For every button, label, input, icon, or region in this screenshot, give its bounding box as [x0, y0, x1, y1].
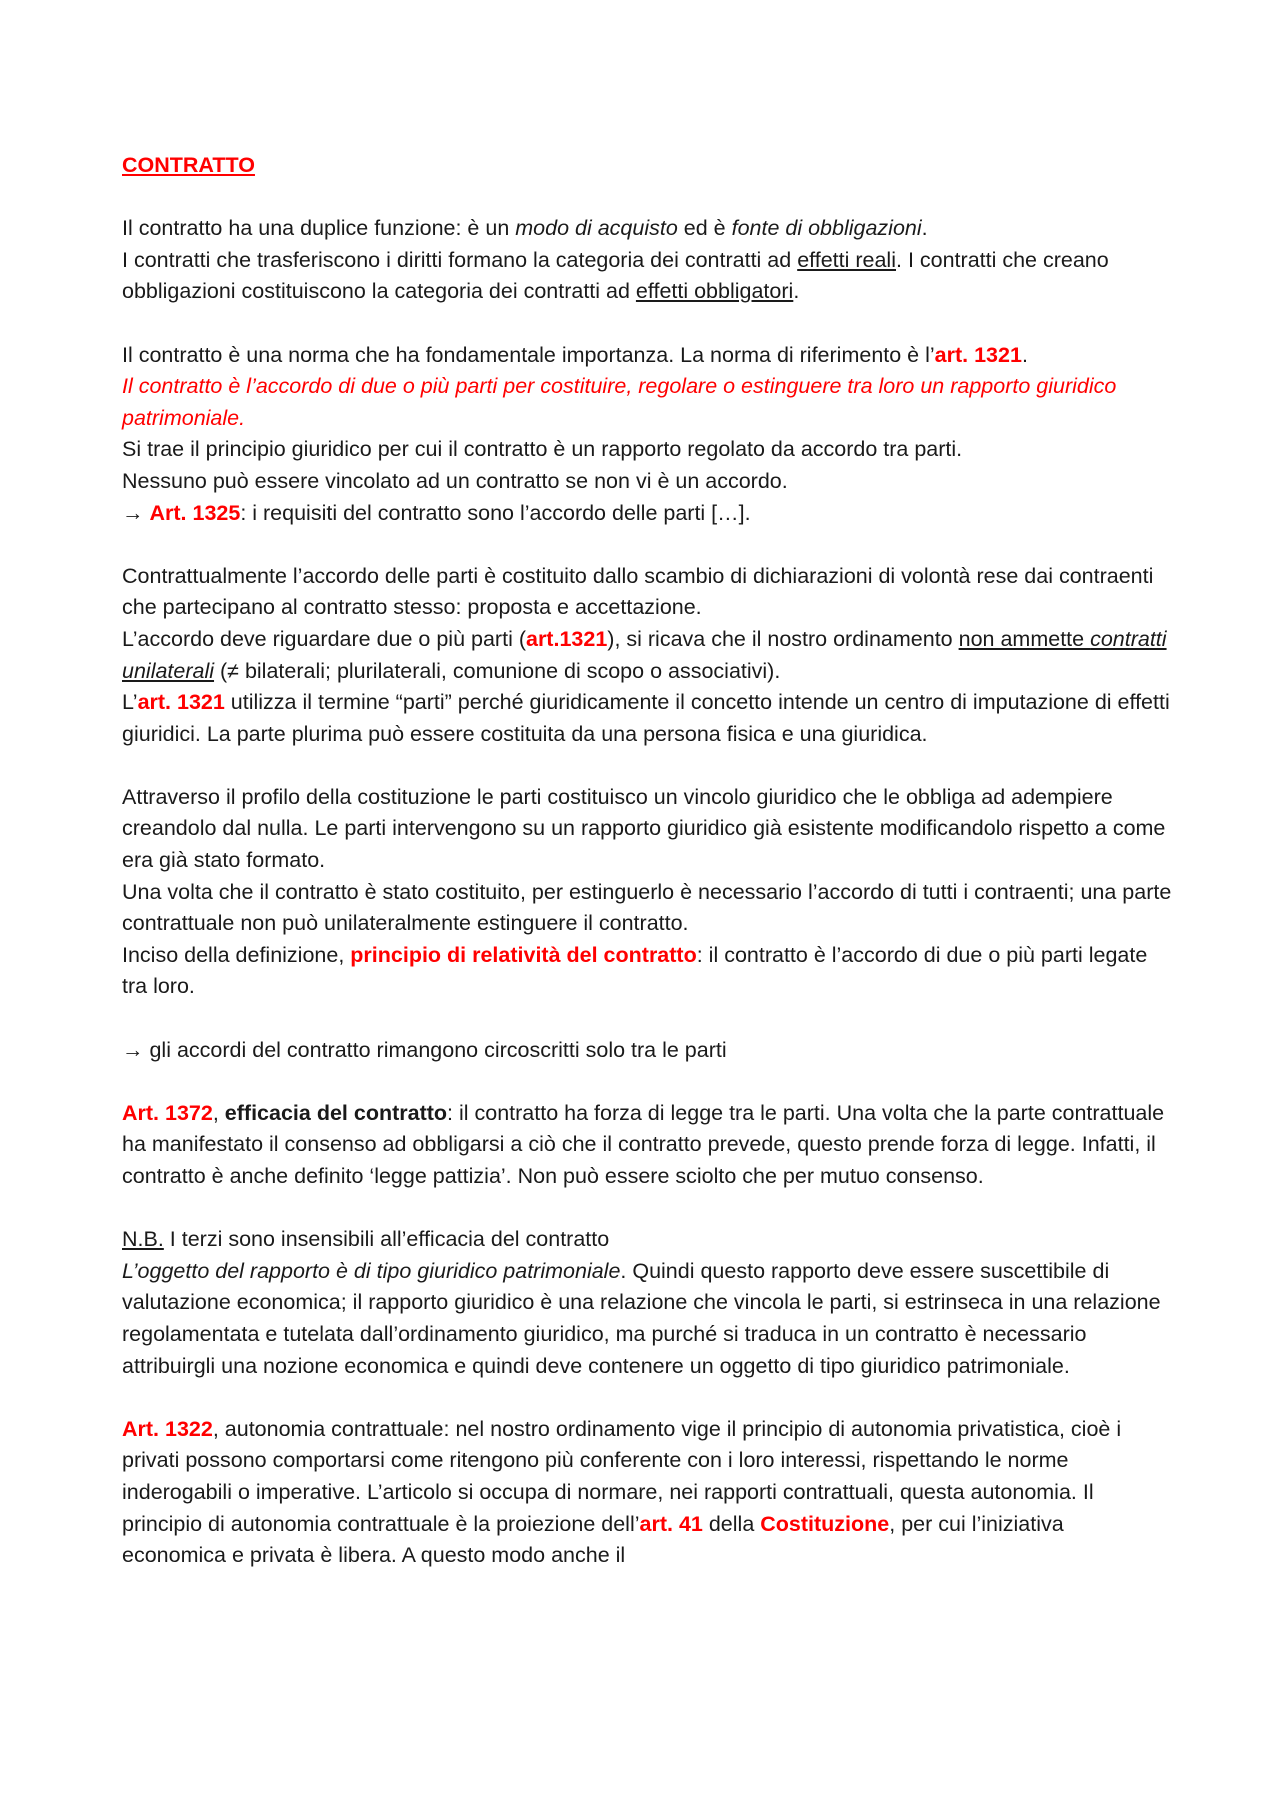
paragraph-norma: Il contratto è una norma che ha fondamentale importanza. La norma di riferimento è l’art. 1321. Il contratto è l’accordo di due o più parti per costituire, regolare o estinguere tra loro un rapporto giuridico patrimoniale. Si trae il principio giuridico per cui il contratto è un rapporto regolato da accordo tra parti. Nessuno può essere vincolato ad un contratto se non vi è un accordo. → Art. 1325: i requisiti del contratto sono l’accordo delle parti […]. — [122, 340, 1172, 530]
paragraph-nb: N.B. I terzi sono insensibili all’efficacia del contratto L’oggetto del rapporto è di tipo giuridico patrimoniale. Quindi questo rapporto deve essere suscettibile di valutazione economica; il rapporto giuridico è una relazione che vincola le parti, si estrinseca in una relazione regolamentata e tutelata dall’ordinamento giuridico, ma purché si traduca in un contratto è necessario attribuirgli una nozione economica e quindi deve contenere un oggetto di tipo giuridico patrimoniale. — [122, 1227, 1161, 1378]
nb-label: N.B. — [122, 1227, 164, 1252]
definition-quote: Il contratto è l’accordo di due o più parti per costituire, regolare o estinguere tra loro un rapporto giuridico patrimoniale. — [122, 374, 1117, 430]
principle-highlight: principio di relatività del contratto — [350, 942, 697, 967]
paragraph-efficacia: Art. 1372, efficacia del contratto: il contratto ha forza di legge tra le parti. Una volta che la parte contrattuale ha manifestato il consenso ad obbligarsi a ciò che il contratto prevede, questo prende forza di legge. Infatti, il contratto è anche definito ‘legge pattizia’. Non può essere sciolto che per mutuo consenso. — [122, 1100, 1165, 1188]
article-ref: art. 1321 — [137, 690, 225, 715]
article-ref: Art. 1325 — [149, 500, 241, 525]
paragraph-accordo: Contrattualmente l’accordo delle parti è costituito dallo scambio di dichiarazioni di volontà rese dai contraenti che partecipano al contratto stesso: proposta e accettazione. L’accordo deve riguardare due o più parti (art.1321), si ricava che il nostro ordinamento non ammette contratti unilaterali (≠ bilaterali; plurilaterali, comunione di scopo o associativi). L’art. 1321 utilizza il termine “parti” perché giuridicamente il concetto intende un centro di imputazione di effetti giuridici. La parte plurima può essere costituita da una persona fisica e una giuridica. — [122, 563, 1170, 746]
paragraph-costituzione: Attraverso il profilo della costituzione le parti costituisco un vincolo giuridico che le obbliga ad adempiere creandolo dal nulla. Le parti intervengono su un rapporto giuridico già esistente modificandolo rispetto a come era già stato formato. Una volta che il contratto è stato costituito, per estinguerlo è necessario l’accordo di tutti i contraenti; una parte contrattuale non può unilateralmente estinguere il contratto. Inciso della definizione, principio di relatività del contratto: il contratto è l’accordo di due o più parti legate tra loro. — [122, 784, 1172, 999]
article-ref: Art. 1372 — [122, 1100, 213, 1125]
article-ref: art. 41 — [639, 1511, 703, 1536]
article-ref: Art. 1322 — [122, 1416, 213, 1441]
document-page — [122, 150, 1172, 1572]
article-ref: art. 1321 — [934, 342, 1022, 367]
article-ref: art.1321 — [525, 626, 608, 651]
arrow-icon: → — [122, 500, 150, 525]
paragraph-funzione: Il contratto ha una duplice funzione: è un modo di acquisto ed è fonte di obbligazioni. I contratti che trasferiscono i diritti formano la categoria dei contratti ad effetti reali. I contratti che creano obbligazioni costituiscono la categoria dei contratti ad effetti obbligatori. — [122, 216, 1109, 304]
arrow-note: → gli accordi del contratto rimangono circoscritti solo tra le parti — [122, 1037, 727, 1062]
paragraph-autonomia: Art. 1322, autonomia contrattuale: nel nostro ordinamento vige il principio di autonomia privatistica, cioè i privati possono comportarsi come ritengono più conferente con i loro interessi, rispettando le norme inderogabili o imperative. L’articolo si occupa di normare, nei rapporti contrattuali, questa autonomia. Il principio di autonomia contrattuale è la proiezione dell’art. 41 della Costituzione, per cui l’iniziativa economica e privata è libera. A questo modo anche il — [122, 1416, 1122, 1568]
section-title: CONTRATTO — [122, 153, 255, 177]
